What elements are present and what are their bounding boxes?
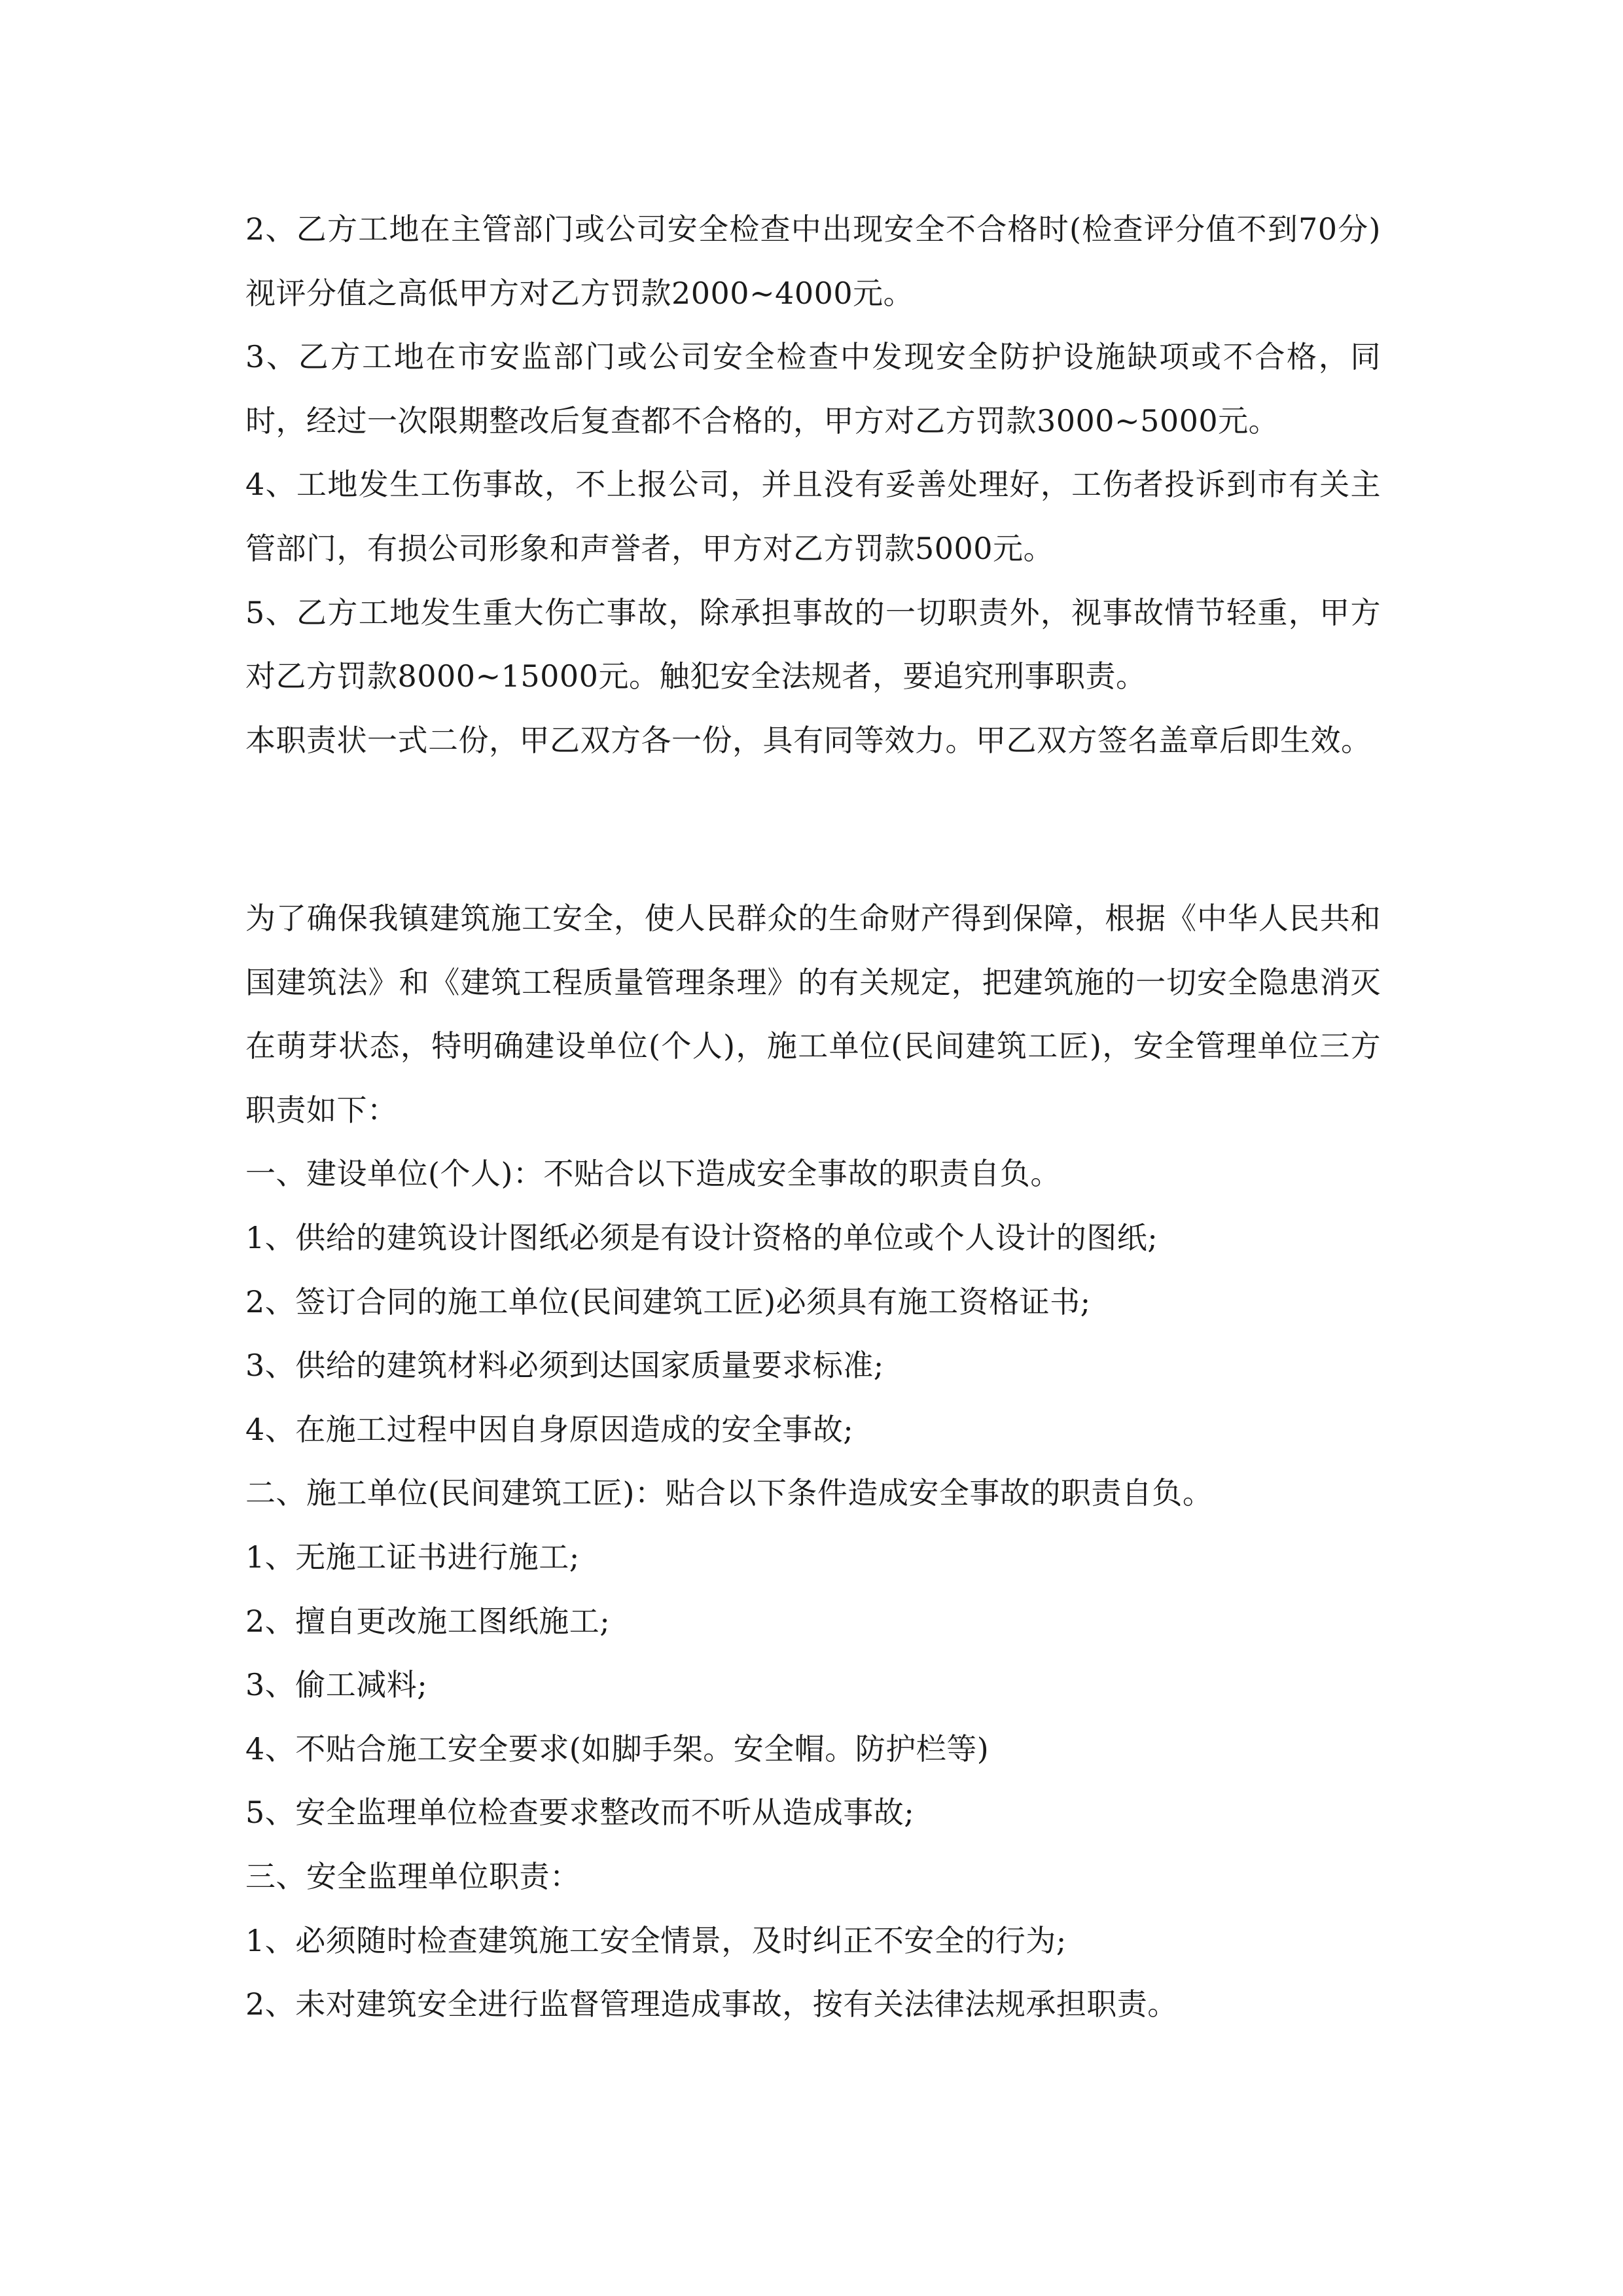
list-item: 1、必须随时检查建筑施工安全情景，及时纠正不安全的行为; [245,1922,1067,1958]
part1-heading: 一、建设单位(个人)：不贴合以下造成安全事故的职责自负。 [245,1156,1061,1192]
list-item: 1、无施工证书进行施工; [245,1539,580,1575]
list-item: 1、供给的建筑设计图纸必须是有设计资格的单位或个人设计的图纸; [245,1219,1158,1255]
list-item: 2、未对建筑安全进行监督管理造成事故，按有关法律法规承担职责。 [245,1986,1178,2022]
list-item: 5、安全监理单位检查要求整改而不听从造成事故; [245,1795,915,1831]
list-item: 2、签订合同的施工单位(民间建筑工匠)必须具有施工资格证书; [245,1283,1091,1319]
clause-3-paragraph: 3、乙方工地在市安监部门或公司安全检查中发现安全防护设施缺项或不合格，同时，经过一次限期整改后复查都不合格的，甲方对乙方罚款3000~5000元。 [245,339,1381,439]
clause-2-paragraph: 2、乙方工地在主管部门或公司安全检查中出现安全不合格时(检查评分值不到70分)视评分值之高低甲方对乙方罚款2000~4000元。 [245,211,1381,311]
list-item: 2、擅自更改施工图纸施工; [245,1603,611,1639]
list-item: 3、偷工减料; [245,1667,428,1703]
part2-heading: 二、施工单位(民间建筑工匠)：贴合以下条件造成安全事故的职责自负。 [245,1475,1213,1511]
intro-paragraph: 为了确保我镇建筑施工安全，使人民群众的生命财产得到保障，根据《中华人民共和国建筑法》和《建筑工程质量管理条理》的有关规定，把建筑施的一切安全隐患消灭在萌芽状态，特明确建设单位(个人)，施工单位(民间建筑工匠)，安全管理单位三方职责如下： [245,901,1381,1128]
penalty-clauses-section [245,198,1381,772]
clause-5-paragraph: 5、乙方工地发生重大伤亡事故，除承担事故的一切职责外，视事故情节轻重，甲方对乙方罚款8000~15000元。触犯安全法规者，要追究刑事职责。 [245,594,1381,694]
list-item: 4、不贴合施工安全要求(如脚手架。安全帽。防护栏等) [245,1731,990,1767]
validity-paragraph: 本职责状一式二份，甲乙双方各一份，具有同等效力。甲乙双方签名盖章后即生效。 [245,722,1372,758]
responsibility-section [245,887,1381,2037]
list-item: 4、在施工过程中因自身原因造成的安全事故; [245,1411,854,1447]
clause-4-paragraph: 4、工地发生工伤事故，不上报公司，并且没有妥善处理好，工伤者投诉到市有关主管部门，有损公司形象和声誉者，甲方对乙方罚款5000元。 [245,467,1381,566]
part3-heading: 三、安全监理单位职责： [245,1858,580,1894]
list-item: 3、供给的建筑材料必须到达国家质量要求标准; [245,1348,884,1384]
